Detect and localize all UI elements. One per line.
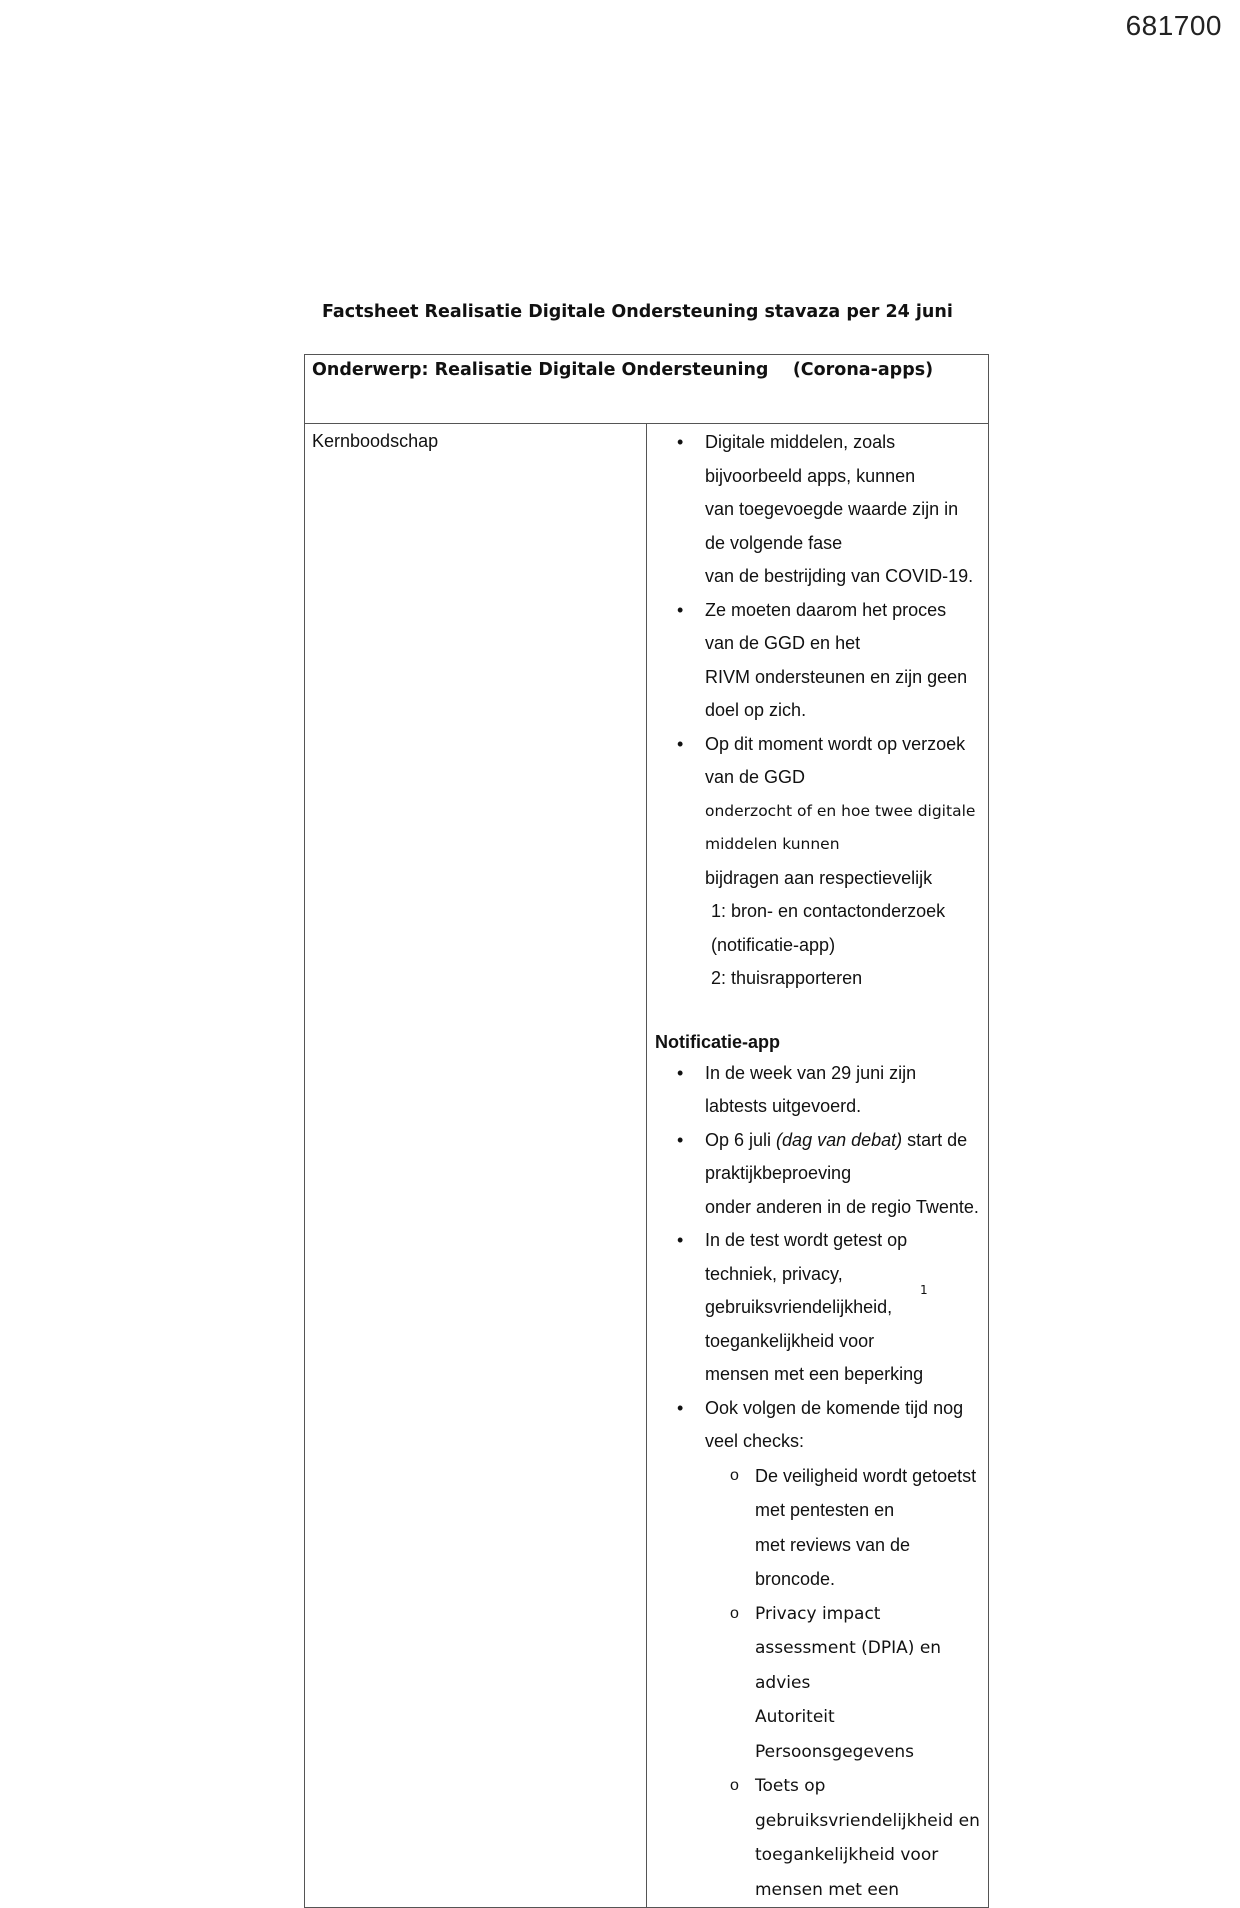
line: RIVM ondersteunen en zijn geen doel op zich. (705, 666, 968, 720)
line: Autoriteit Persoonsgegevens (755, 1707, 915, 1762)
text-segment: Op 6 juli (705, 1129, 777, 1150)
line (705, 1124, 980, 1191)
line: • Digitale middelen, zoals bijvoorbeeld apps, kunnen (705, 432, 916, 486)
line: van de bestrijding van COVID-19. (705, 566, 974, 586)
numbered-line: 2: thuisrapporteren (711, 968, 863, 988)
line: onderzocht of en hoe twee digitale middelen kunnen (705, 801, 976, 853)
line: onder anderen in de regio Twente. (705, 1196, 979, 1217)
numbered-line: 1: bron- en contactonderzoek (notificatie-app) (711, 901, 946, 955)
factsheet-table (304, 354, 989, 1908)
line: o Toets op gebruiksvriendelijkheid en (755, 1776, 980, 1831)
core-message-list (655, 426, 980, 996)
line: met reviews van de broncode. (755, 1534, 911, 1589)
core-message-label-cell (305, 424, 647, 1908)
page-number: 1 (920, 1283, 928, 1297)
notification-app-list (655, 1057, 980, 1908)
notification-app-heading: Notificatie-app (655, 1031, 781, 1052)
core-message-label: Kernboodschap (312, 431, 439, 451)
list-item (655, 426, 980, 594)
core-message-row (305, 424, 989, 1908)
page-title: Factsheet Realisatie Digitale Ondersteuning stavaza per 24 juni (322, 302, 953, 322)
core-message-content (647, 424, 989, 1908)
list-item (655, 594, 980, 728)
line: mensen met een beperking (705, 1364, 924, 1384)
subject-heading: Onderwerp: Realisatie Digitale Ondersteuning (Corona-apps) (312, 360, 934, 380)
subject-cell (305, 355, 989, 424)
list-item (655, 1057, 980, 1124)
line: • In de test wordt getest op techniek, privacy, (705, 1230, 908, 1284)
subject-row (305, 355, 989, 424)
line: • Op dit moment wordt op verzoek van de GGD (705, 733, 966, 787)
line: bijdragen aan respectievelijk (705, 867, 933, 888)
line: gebruiksvriendelijkheid, toegankelijkheid voor (705, 1297, 893, 1351)
sub-list-item (705, 1459, 980, 1597)
line: o Privacy impact assessment (DPIA) en advies (755, 1603, 942, 1693)
list-item (655, 1392, 980, 1908)
list-item (655, 728, 980, 996)
line: van toegevoegde waarde zijn in de volgende fase (705, 499, 959, 553)
line: o De veiligheid wordt getoetst met pentesten en (755, 1465, 977, 1520)
sub-list-item (705, 1769, 980, 1907)
text-segment: start de praktijkbeproeving (705, 1129, 968, 1183)
line: • In de week van 29 juni zijn labtests uitgevoerd. (705, 1062, 917, 1116)
line: • Ze moeten daarom het proces van de GGD en het (705, 599, 947, 653)
list-item (655, 1224, 980, 1392)
sub-list-item (705, 1597, 980, 1770)
document-id: 681700 (1125, 10, 1222, 41)
line: toegankelijkheid voor mensen met een (755, 1845, 939, 1900)
list-item (655, 1124, 980, 1225)
line: • Ook volgen de komende tijd nog veel checks: (705, 1397, 964, 1451)
italic-note: (dag van debat) (776, 1129, 903, 1150)
checks-sublist (705, 1459, 980, 1908)
